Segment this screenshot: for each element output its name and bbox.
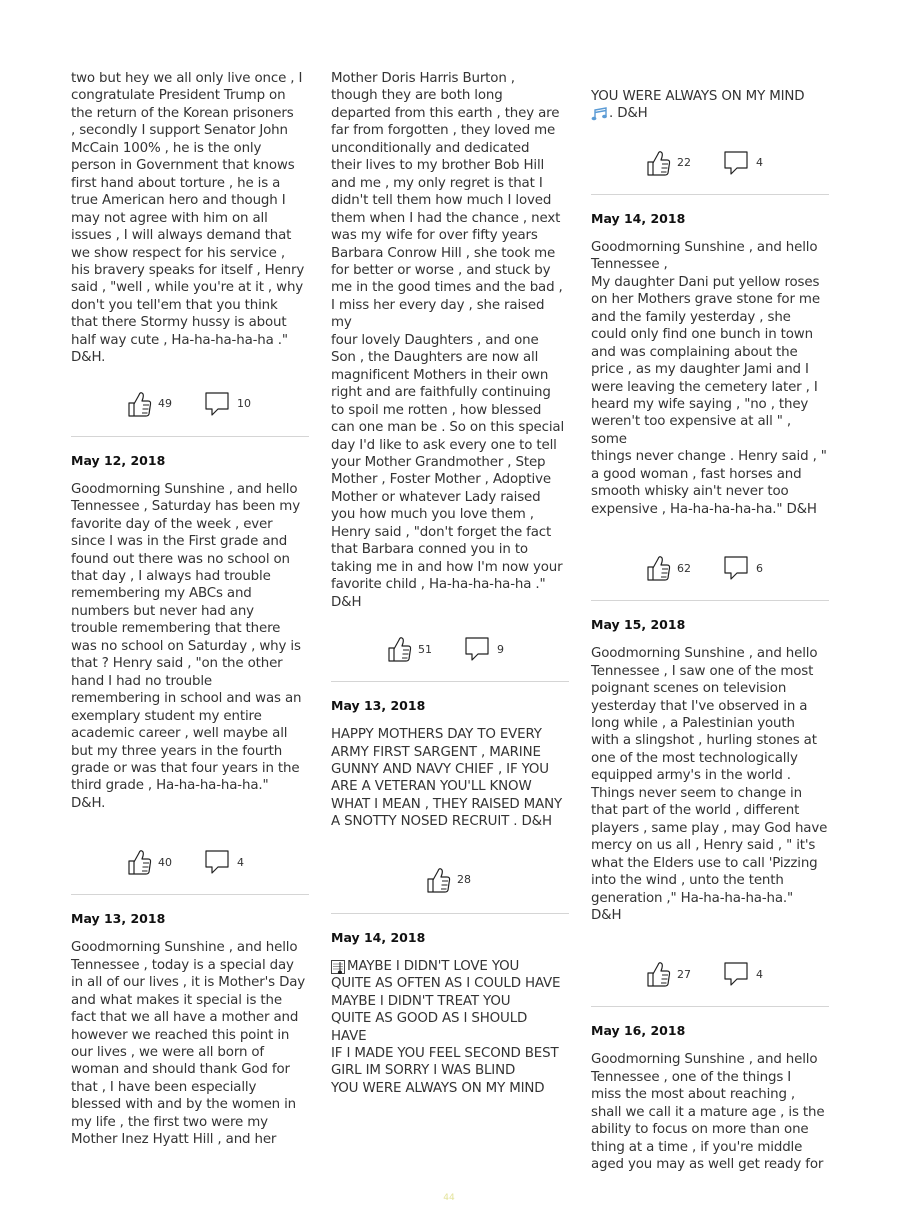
comment-count: 4 (237, 855, 244, 869)
speech-bubble-icon (463, 635, 491, 663)
speech-bubble-icon (722, 554, 750, 582)
post-body: Goodmorning Sunshine , and hello Tennessee , My daughter Dani put yellow roses on her Mothers grave stone for me and the family yesterday , she could only find one bunch in town and was complaining about the price , as my daughter Jami and I were leaving the cemetery later , I heard my wife saying , "no , they weren't too expensive at all " , some things never change . Henry said , " a good woman , fast horses and smooth whisky ain't never too expensive , Ha-ha-ha-ha-ha." D&H (591, 239, 827, 517)
comment-count: 4 (756, 156, 763, 170)
thumbs-up-icon (386, 635, 412, 663)
post-reactions (591, 123, 829, 195)
like-button[interactable] (126, 389, 172, 419)
musical-score-icon (331, 960, 345, 974)
post-column-2 (331, 70, 569, 1097)
post-body: Goodmorning Sunshine , and hello Tennessee , Saturday has been my favorite day of the week , ever since I was in the First grade and found out there was no school on that day , I always had trouble remembering my ABCs and numbers but never had any trouble remembering that there was no school on Saturday , why is that ? Henry said , "on the other hand I had no trouble remembering in school and was an exemplary student my entire academic career , well maybe all but my three years in the fourth grade or was that four years in the third grade , Ha-ha-ha-ha-ha." D&H. (71, 481, 302, 811)
comment-button[interactable] (463, 634, 504, 664)
post-body: MAYBE I DIDN'T LOVE YOU QUITE AS OFTEN AS I COULD HAVE MAYBE I DIDN'T TREAT YOU QUITE AS GOOD AS I SHOULD HAVE IF I MADE YOU FEEL SECOND BEST GIRL IM SORRY I WAS BLIND YOU WERE ALWAYS ON MY MIND (331, 958, 561, 1096)
post-body: two but hey we all only live once , I congratulate President Trump on the return of the Korean prisoners , secondly I support Senator John McCain 100% , he is the only person in Government that knows first hand about torture , he is a true American hero and though I may not agree with him on all issues , I will always demand that we show respect for his service , his bravery speaks for itself , Henry said , "well , while you're at it , why don't you tell'em that you think that there Stormy hussy is about half way cute , Ha-ha-ha-ha-ha ." D&H. (71, 71, 305, 366)
post-body: Goodmorning Sunshine , and hello Tennessee , one of the things I miss the most about reaching , shall we call it a mature age , is the ability to focus on more than one thing at a time , if you're middle aged you may as well get ready for (591, 1052, 825, 1173)
like-count: 62 (677, 561, 691, 575)
like-count: 51 (418, 642, 432, 656)
post-body-wrap (591, 88, 829, 123)
post-date: May 14, 2018 (591, 210, 686, 226)
comment-button[interactable] (722, 553, 763, 583)
post-date: May 13, 2018 (331, 698, 426, 714)
like-count: 28 (457, 873, 471, 887)
speech-bubble-icon (722, 960, 750, 988)
comment-button[interactable] (722, 959, 763, 989)
like-button[interactable] (425, 865, 471, 895)
comment-button[interactable] (722, 148, 763, 178)
post-body: Goodmorning Sunshine , and hello Tennessee , I saw one of the most poignant scenes on television yesterday that I've observed in a long while , a Palestinian youth with a slingshot , hurling stones at one of the most technologically equipped army's in the world . Things never seem to change in that part of the world , different players , same play , may God have mercy on us all , Henry said , " it's what the Elders use to call 'Pizzing into the wind , unto the tenth generation ," Ha-ha-ha-ha-ha." D&H (591, 646, 828, 923)
like-button[interactable] (645, 148, 691, 178)
like-count: 27 (677, 967, 691, 981)
comment-count: 4 (756, 967, 763, 981)
post-signature-line (591, 105, 829, 122)
comment-count: 10 (237, 397, 251, 411)
thumbs-up-icon (645, 554, 671, 582)
page-number: 44 (443, 1193, 455, 1203)
post-reactions (331, 831, 569, 914)
speech-bubble-icon (203, 848, 231, 876)
post-body: Goodmorning Sunshine , and hello Tennessee , today is a special day in all of our lives , it is Mother's Day and what makes it special is the fact that we all have a mother and however we reached this point in our lives , we were all born of woman and should thank God for that , I have been especially blessed with and by the women in my life , the first two were my Mother Inez Hyatt Hill , and her (71, 940, 306, 1148)
post-reactions (71, 812, 309, 895)
thumbs-up-icon (645, 960, 671, 988)
post-date: May 15, 2018 (591, 617, 686, 633)
music-notes-icon (591, 107, 609, 122)
thumbs-up-icon (126, 848, 152, 876)
comment-button[interactable] (203, 389, 251, 419)
post-signature: . D&H (609, 106, 648, 122)
thumbs-up-icon (645, 149, 671, 177)
post-date: May 13, 2018 (71, 911, 166, 927)
like-count: 40 (158, 855, 172, 869)
post-body: Mother Doris Harris Burton , though they are both long departed from this earth , they are far from forgotten , they loved me unconditionally and dedicated their lives to my brother Bob Hill and me , my only regret is that I didn't tell them how much I loved them when I had the chance , next was my wife for over fifty years Barbara Conrow Hill , she took me for better or worse , and stuck by me in the good times and the bad , I miss her every day , she raised my four lovely Daughters , and one Son , the Daughters are now all magnificent Mothers in their own right and are faithfully continuing to spoil me rotten , how blessed can one man be . So on this special day I'd like to ask every one to tell your Mother Grandmother , Step Mother , Foster Mother , Adoptive Mother or whatever Lady raised you how much you love them , Henry said , "don't forget the fact that Barbara conned you in to taking me in and how I'm now your favorite child , Ha-ha-ha-ha-ha ." D&H (331, 71, 565, 610)
post-reactions (591, 924, 829, 1007)
comment-button[interactable] (203, 847, 244, 877)
post-reactions (331, 611, 569, 682)
post-reactions (71, 367, 309, 437)
post-date: May 12, 2018 (71, 452, 166, 468)
like-button[interactable] (645, 553, 691, 583)
thumbs-up-icon (126, 390, 152, 418)
lyrics-block (331, 958, 569, 1098)
speech-bubble-icon (722, 149, 750, 177)
like-count: 49 (158, 397, 172, 411)
like-button[interactable] (386, 634, 432, 664)
post-body: YOU WERE ALWAYS ON MY MIND (591, 89, 805, 104)
speech-bubble-icon (203, 390, 231, 418)
post-date: May 14, 2018 (331, 929, 426, 945)
comment-count: 9 (497, 642, 504, 656)
like-button[interactable] (645, 959, 691, 989)
like-count: 22 (677, 156, 691, 170)
comment-count: 6 (756, 561, 763, 575)
post-date: May 16, 2018 (591, 1023, 686, 1039)
post-column-3 (591, 70, 829, 1174)
like-button[interactable] (126, 847, 172, 877)
post-body: HAPPY MOTHERS DAY TO EVERY ARMY FIRST SARGENT , MARINE GUNNY AND NAVY CHIEF , IF YOU ARE A VETERAN YOU'LL KNOW WHAT I MEAN , THEY RAISED MANY A SNOTTY NOSED RECRUIT . D&H (331, 727, 562, 830)
post-column-1 (71, 70, 309, 1149)
thumbs-up-icon (425, 866, 451, 894)
post-reactions (591, 518, 829, 601)
